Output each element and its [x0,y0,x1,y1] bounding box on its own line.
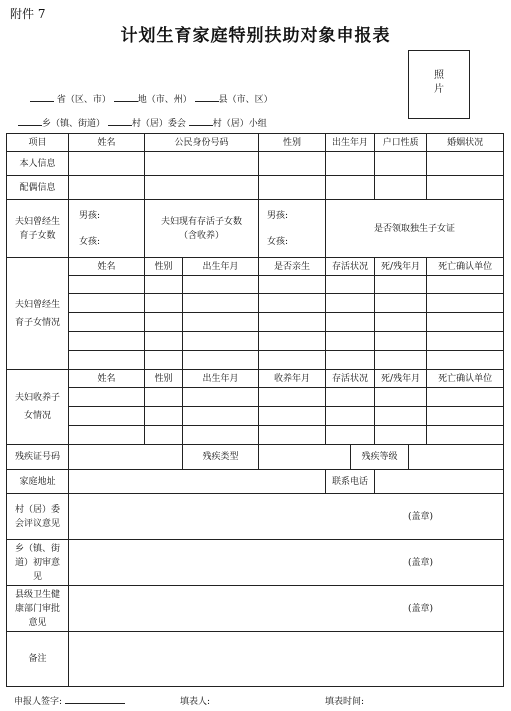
self-name-cell[interactable] [69,152,145,176]
adopted-cell[interactable] [427,407,504,426]
adopted-cell[interactable] [183,407,259,426]
adopted-cell[interactable] [69,426,145,445]
adopted-cell[interactable] [69,407,145,426]
adopted-col-gender: 性别 [145,370,183,388]
remarks-label: 备注 [7,632,69,687]
born-cell[interactable] [427,332,504,351]
adopted-col-death-date: 死/残年月 [375,370,427,388]
county-label: 县（市、区） [218,95,273,105]
born-col-birth: 出生年月 [183,258,259,276]
adopted-cell[interactable] [375,407,427,426]
county-opinion-label: 县级卫生健康部门审批意见 [7,586,69,632]
adopted-cell[interactable] [427,426,504,445]
photo-label-2: 片 [434,84,444,95]
born-cell[interactable] [326,332,375,351]
address-line-2 [18,116,267,129]
born-cell[interactable] [183,332,259,351]
born-col-confirm-unit: 死亡确认单位 [427,258,504,276]
header-birth: 出生年月 [326,134,375,152]
born-cell[interactable] [326,294,375,313]
row-spouse-label: 配偶信息 [7,176,69,200]
born-cell[interactable] [326,313,375,332]
disability-level-cell[interactable] [409,445,504,470]
city-blank[interactable] [114,93,138,102]
annex-label: 附件 7 [10,7,46,21]
adopted-cell[interactable] [375,426,427,445]
spouse-id-cell[interactable] [145,176,259,200]
born-col-death-date: 死/残年月 [375,258,427,276]
born-cell[interactable] [259,332,326,351]
born-cell[interactable] [69,332,145,351]
born-cell[interactable] [145,332,183,351]
adopted-cell[interactable] [183,388,259,407]
adopted-col-birth: 出生年月 [183,370,259,388]
born-col-biological: 是否亲生 [259,258,326,276]
born-boys-label: 男孩: [79,210,101,221]
born-cell[interactable] [375,351,427,370]
self-hukou-cell[interactable] [375,152,427,176]
adopted-col-adopt-date: 收养年月 [259,370,326,388]
adopted-children-label: 夫妇收养子女情况 [7,370,69,445]
city-label: 地（市、州） [137,95,192,105]
province-blank[interactable] [30,93,54,102]
county-opinion-seal[interactable]: (盖章) [69,586,504,632]
born-col-name: 姓名 [69,258,145,276]
adopted-col-name: 姓名 [69,370,145,388]
village-opinion-seal[interactable]: (盖章) [69,494,504,540]
row-self-label: 本人信息 [7,152,69,176]
applicant-label: 申报人签字: [14,697,63,707]
phone-label: 联系电话 [326,470,375,494]
adopted-col-status: 存活状况 [326,370,375,388]
born-cell[interactable] [427,351,504,370]
born-cell[interactable] [69,351,145,370]
town-blank[interactable] [18,117,42,126]
adopted-cell[interactable] [259,388,326,407]
born-cell[interactable] [326,351,375,370]
living-children-count-cell[interactable] [259,200,326,258]
born-cell[interactable] [183,276,259,294]
born-cell[interactable] [326,276,375,294]
province-label: 省（区、市） [56,95,111,105]
born-cell[interactable] [69,276,145,294]
adopted-cell[interactable] [326,407,375,426]
born-cell[interactable] [69,313,145,332]
born-cell[interactable] [375,313,427,332]
disability-type-cell[interactable] [259,445,351,470]
born-cell[interactable] [375,276,427,294]
adopted-cell[interactable] [326,388,375,407]
town-opinion-label: 乡（镇、街道）初审意见 [7,540,69,586]
adopted-cell[interactable] [145,388,183,407]
born-cell[interactable] [145,351,183,370]
born-cell[interactable] [145,313,183,332]
adopted-cell[interactable] [259,426,326,445]
remarks-cell[interactable] [69,632,504,687]
born-cell[interactable] [183,313,259,332]
adopted-col-confirm-unit: 死亡确认单位 [427,370,504,388]
born-children-count-cell[interactable] [69,200,145,258]
header-hukou: 户口性质 [375,134,427,152]
born-cell[interactable] [375,294,427,313]
living-children-label: 夫妇现有存活子女数（含收养） [145,200,259,258]
application-form-table [6,133,504,687]
born-cell[interactable] [145,276,183,294]
group-label: 村（居）小组 [212,119,267,129]
born-cell[interactable] [183,294,259,313]
adopted-cell[interactable] [326,426,375,445]
adopted-cell[interactable] [145,407,183,426]
applicant-signature [14,694,125,707]
county-blank[interactable] [195,93,219,102]
spouse-marital-cell[interactable] [427,176,504,200]
born-cell[interactable] [69,294,145,313]
town-opinion-seal[interactable]: (盖章) [69,540,504,586]
adopted-cell[interactable] [145,426,183,445]
spouse-birth-cell[interactable] [326,176,375,200]
only-child-cert-cell: 是否领取独生子女证 [326,200,504,258]
village-label: 村（居）委会 [131,119,186,129]
disability-cert-label: 残疾证号码 [7,445,69,470]
born-cell[interactable] [259,351,326,370]
born-cell[interactable] [427,276,504,294]
spouse-name-cell[interactable] [69,176,145,200]
spouse-hukou-cell[interactable] [375,176,427,200]
born-cell[interactable] [145,294,183,313]
photo-box [408,50,470,119]
header-name: 姓名 [69,134,145,152]
born-cell[interactable] [427,294,504,313]
town-label: 乡（镇、街道） [42,119,106,129]
disability-cert-cell[interactable] [69,445,183,470]
disability-type-label: 残疾类型 [183,445,259,470]
born-cell[interactable] [375,332,427,351]
self-birth-cell[interactable] [326,152,375,176]
page-title: 计划生育家庭特别扶助对象申报表 [120,26,391,46]
adopted-cell[interactable] [375,388,427,407]
adopted-cell[interactable] [69,388,145,407]
village-opinion-label: 村（居）委会评议意见 [7,494,69,540]
self-marital-cell[interactable] [427,152,504,176]
born-cell[interactable] [259,276,326,294]
living-boys-label: 男孩: [267,210,289,221]
born-cell[interactable] [183,351,259,370]
group-blank[interactable] [189,117,213,126]
header-marital: 婚姻状况 [427,134,504,152]
disability-level-label: 残疾等级 [351,445,409,470]
phone-cell[interactable] [375,470,504,494]
fill-date-label: 填表时间: [325,697,365,707]
applicant-signature-blank[interactable] [65,695,125,704]
header-id: 公民身份号码 [145,134,259,152]
adopted-cell[interactable] [183,426,259,445]
living-girls-label: 女孩: [267,236,289,247]
born-girls-label: 女孩: [79,236,101,247]
born-col-status: 存活状况 [326,258,375,276]
home-address-cell[interactable] [69,470,326,494]
adopted-cell[interactable] [427,388,504,407]
photo-label-1: 照 [434,70,444,81]
born-children-label: 夫妇曾经生育子女情况 [7,258,69,370]
home-address-label: 家庭地址 [7,470,69,494]
self-gender-cell[interactable] [259,152,326,176]
village-blank[interactable] [108,117,132,126]
spouse-gender-cell[interactable] [259,176,326,200]
born-col-gender: 性别 [145,258,183,276]
children-count-label: 夫妇曾经生育子女数 [7,200,69,258]
born-cell[interactable] [259,313,326,332]
self-id-cell[interactable] [145,152,259,176]
born-cell[interactable] [427,313,504,332]
born-cell[interactable] [259,294,326,313]
address-line-1 [30,92,273,105]
header-gender: 性别 [259,134,326,152]
header-item: 项目 [7,134,69,152]
filler-label: 填表人: [180,697,211,707]
adopted-cell[interactable] [259,407,326,426]
